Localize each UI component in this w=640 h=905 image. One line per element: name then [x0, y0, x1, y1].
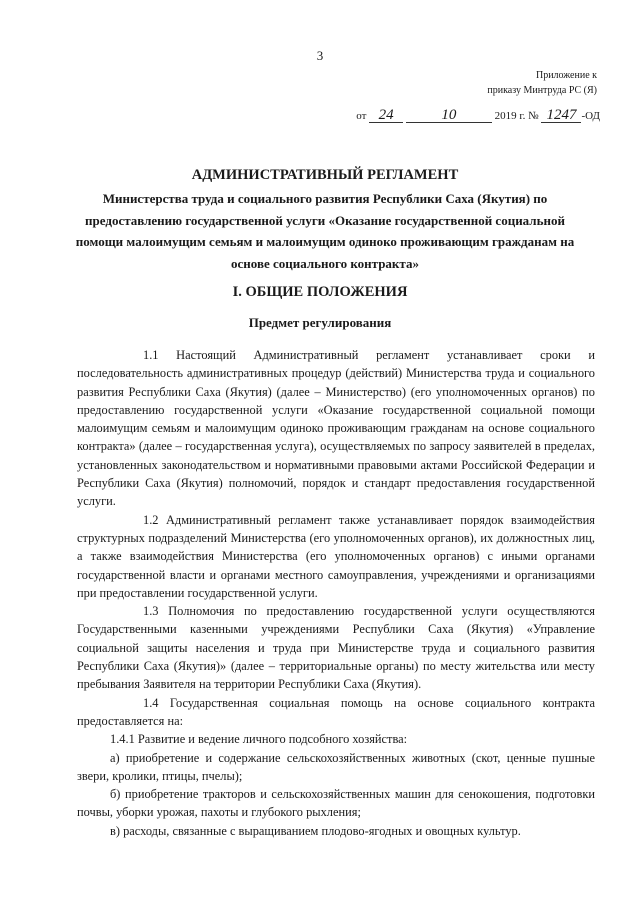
paragraph-1-4	[77, 694, 595, 731]
paragraph-1-2	[77, 511, 595, 602]
page-number: 3	[316, 48, 324, 63]
paragraph-number: 1.2	[143, 512, 159, 527]
order-year-text: 2019 г. №	[494, 110, 539, 122]
list-item-c: в) расходы, связанные с выращиванием плодово-ягодных и овощных культур.	[110, 823, 521, 838]
order-number: 1247	[541, 108, 581, 123]
appendix-line-2: приказу Минтруда РС (Я)	[487, 85, 597, 96]
order-suffix: -ОД	[581, 110, 600, 122]
appendix-line-1: Приложение к	[535, 70, 597, 81]
document-body	[77, 346, 595, 840]
appendix-note	[487, 68, 597, 98]
paragraph-text: Полномочия по предоставлению государственной услуги осуществляются Государственными казенными учреждениями Республики Саха (Якутия) «Управление социальной защиты населения и труда при Министерстве труда и социального развития Республики Саха (Якутия)» (далее – территориальные органы) по месту жительства или месту пребывания Заявителя на территории Республики Саха (Якутия).	[77, 604, 595, 692]
title-main: АДМИНИСТРАТИВНЫЙ РЕГЛАМЕНТ	[191, 167, 459, 183]
title-subtitle: Министерства труда и социального развития Республики Саха (Якутия) по предоставлению государственной услуги «Оказание государственной социальной помощи малоимущим семьям и малоимущим одиноко проживающим гражданам на основе социального контракта»	[75, 191, 575, 271]
subsection-heading: Предмет регулирования	[248, 315, 392, 330]
paragraph-text: Государственная социальная помощь на основе социального контракта предоставляется на:	[77, 695, 595, 728]
paragraph-number: 1.3	[143, 604, 159, 619]
paragraph-number: 1.4	[143, 695, 159, 710]
paragraph-1-3	[77, 602, 595, 693]
list-item-a: а) приобретение и содержание сельскохозяйственных животных (скот, ценные пушные звери, кролики, птицы, пчелы);	[77, 750, 595, 783]
paragraph-text: Настоящий Административный регламент устанавливает сроки и последовательность административных процедур (действий) Министерства труда и социального развития Республики Саха (Якутия) (далее – Министерство) (его уполномоченных органов) по предоставлению государственной услуги «Оказание государственной социальной помощи малоимущим семьям и малоимущим одиноко проживающим гражданам на основе социального контракта» (далее – государственная услуга), осуществляемых по запросу заявителей в пределах, установленных законодательством и нормативными правовыми актами Российской Федерации и Республики Саха (Якутия) полномочий, порядок и стандарт предоставления государственной услуги.	[77, 348, 595, 509]
order-month: 10	[406, 108, 492, 123]
paragraph-1-1	[77, 346, 595, 511]
paragraph-1-4-1: 1.4.1 Развитие и ведение личного подсобного хозяйства:	[110, 732, 408, 747]
paragraph-number: 1.1	[143, 348, 159, 362]
order-prefix: от	[356, 110, 367, 122]
section-heading: I. ОБЩИЕ ПОЛОЖЕНИЯ	[232, 284, 408, 300]
list-item-b: б) приобретение тракторов и сельскохозяйственных машин для сенокошения, подготовки почвы, уборки урожая, пахоты и глубокого рыхления;	[77, 787, 595, 820]
order-day: 24	[369, 108, 403, 123]
document-title	[60, 167, 590, 274]
paragraph-text: Административный регламент также устанавливает порядок взаимодействия структурных подразделений Министерства (его уполномоченных органов), их должностных лиц, а также взаимодействия Министерства (его уполномоченных органов) с иными органами государственной власти и органами местного самоуправления, учреждениями и организациями при предоставлении государственной услуги.	[77, 512, 595, 600]
order-reference	[356, 108, 600, 123]
